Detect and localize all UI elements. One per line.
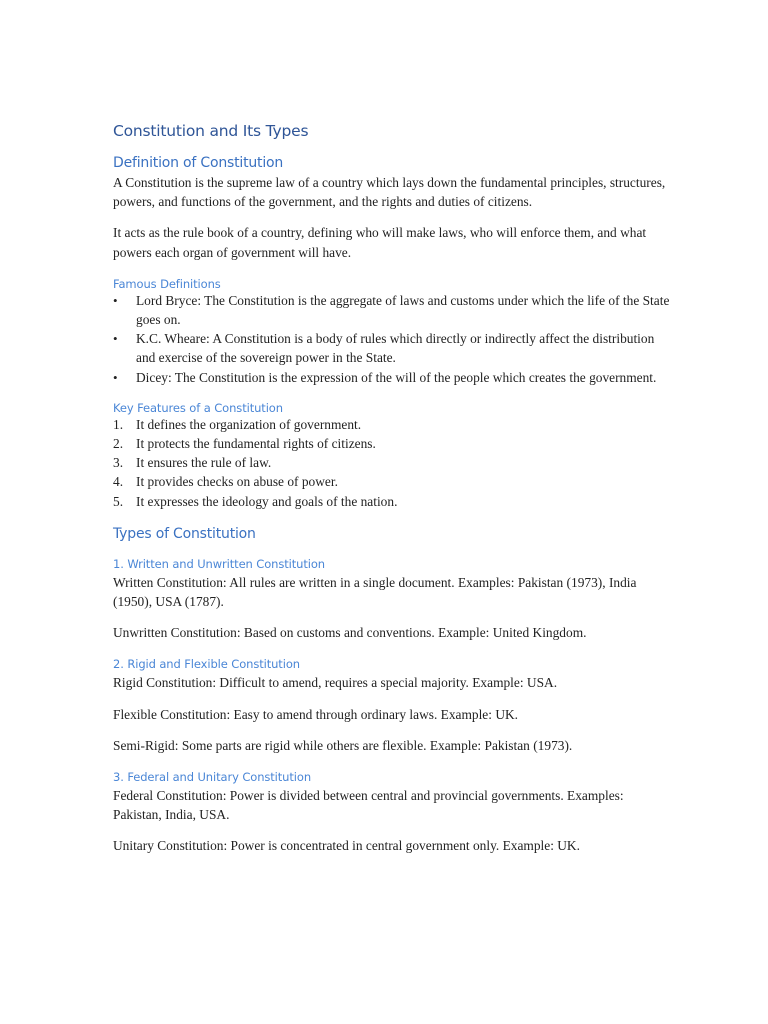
list-item-text: K.C. Wheare: A Constitution is a body of rules which directly or indirectly affect the distribution and exercise of the sovereign power in the State. (136, 331, 655, 366)
list-item (113, 434, 673, 453)
rigid-paragraph: Rigid Constitution: Difficult to amend, requires a special majority. Example: USA. (113, 675, 558, 691)
list-item (113, 368, 673, 387)
list-item (113, 472, 673, 491)
key-features-list (113, 415, 673, 511)
document-body (113, 122, 673, 856)
unitary-paragraph: Unitary Constitution: Power is concentrated in central government only. Example: UK. (113, 838, 580, 854)
list-number: 4. (113, 474, 124, 490)
key-features-heading: Key Features of a Constitution (113, 400, 283, 415)
list-item-text: Lord Bryce: The Constitution is the aggregate of laws and customs under which the life of the State goes on. (136, 292, 670, 328)
list-number: 3. (113, 455, 124, 471)
list-item-text: It defines the organization of government. (136, 416, 362, 432)
flexible-paragraph: Flexible Constitution: Easy to amend through ordinary laws. Example: UK. (113, 706, 519, 722)
famous-definitions-list (113, 291, 673, 387)
document-title: Constitution and Its Types (113, 122, 309, 140)
definition-paragraph-2: It acts as the rule book of a country, defining who will make laws, who will enforce them, and what powers each organ of government will have. (113, 225, 647, 260)
written-unwritten-heading: 1. Written and Unwritten Constitution (113, 556, 325, 571)
definition-heading: Definition of Constitution (113, 155, 284, 171)
types-heading: Types of Constitution (113, 525, 256, 542)
list-item (113, 453, 673, 472)
list-number: 5. (113, 493, 124, 509)
list-item-text: It expresses the ideology and goals of the nation. (136, 493, 398, 509)
list-item-text: Dicey: The Constitution is the expression of the will of the people which creates the government. (136, 369, 657, 385)
list-item (113, 329, 673, 367)
list-item-text: It provides checks on abuse of power. (136, 474, 338, 490)
written-paragraph: Written Constitution: All rules are written in a single document. Examples: Pakistan (1973), India (1950), USA (1787). (113, 574, 637, 610)
bullet-icon: • (113, 331, 118, 347)
rigid-flexible-heading: 2. Rigid and Flexible Constitution (113, 657, 300, 672)
list-item (113, 291, 673, 329)
famous-definitions-heading: Famous Definitions (113, 276, 221, 291)
bullet-icon: • (113, 369, 118, 385)
list-number: 1. (113, 416, 124, 432)
federal-unitary-heading: 3. Federal and Unitary Constitution (113, 770, 312, 785)
definition-paragraph-1: A Constitution is the supreme law of a country which lays down the fundamental principles, structures, powers, and functions of the government, and the rights and duties of citizens. (113, 175, 666, 210)
list-item (113, 492, 673, 511)
bullet-icon: • (113, 292, 118, 308)
unwritten-paragraph: Unwritten Constitution: Based on customs and conventions. Example: United Kingdom. (113, 625, 587, 641)
list-item (113, 415, 673, 434)
list-item-text: It protects the fundamental rights of citizens. (136, 436, 376, 452)
list-item-text: It ensures the rule of law. (136, 455, 272, 471)
semi-rigid-paragraph: Semi-Rigid: Some parts are rigid while others are flexible. Example: Pakistan (1973). (113, 737, 573, 753)
list-number: 2. (113, 436, 124, 452)
federal-paragraph: Federal Constitution: Power is divided between central and provincial governments. Examples: Pakistan, India, USA. (113, 788, 624, 823)
